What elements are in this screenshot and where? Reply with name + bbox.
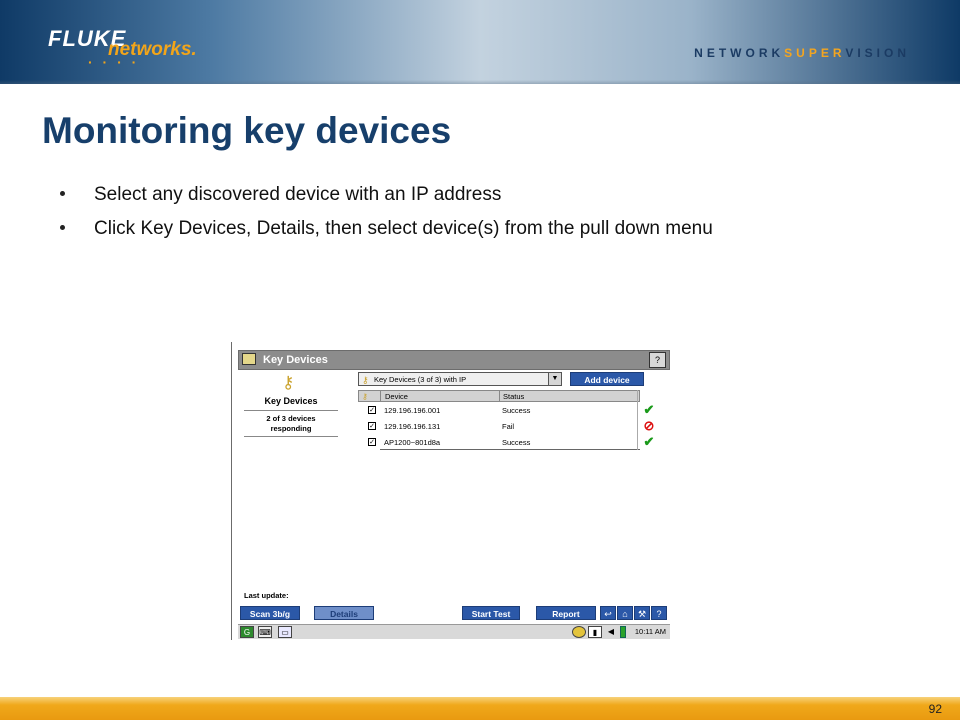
help-icon[interactable]: ?: [651, 606, 667, 620]
key-icon: ⚷: [362, 375, 369, 385]
action-button-bar: [238, 606, 670, 620]
row-checkbox[interactable]: ✓: [369, 407, 375, 414]
start-icon[interactable]: G: [240, 626, 254, 638]
slide-title: Monitoring key devices: [42, 110, 452, 151]
column-header-status[interactable]: Status: [503, 392, 525, 401]
footer-bar: [0, 697, 960, 720]
taskbar: [238, 624, 670, 639]
device-cell: 129.196.196.131: [384, 422, 441, 431]
device-cell: AP1200~801d8a: [384, 438, 441, 447]
bullet-list: [60, 182, 713, 250]
responding-summary: 2 of 3 devices responding: [266, 414, 316, 433]
chevron-down-icon[interactable]: ▼: [548, 373, 561, 385]
speaker-icon[interactable]: ◀: [607, 627, 615, 636]
row-checkbox[interactable]: ✓: [369, 439, 375, 446]
window-icon[interactable]: ▭: [278, 626, 292, 638]
device-screenshot: [231, 342, 672, 640]
tools-icon[interactable]: ⚒: [634, 606, 650, 620]
key-devices-panel: [244, 372, 338, 442]
globe-icon: [572, 626, 586, 638]
key-icon: ⚷: [282, 373, 295, 392]
fluke-logo-text: FLUKE: [48, 26, 127, 51]
clock: 10:11 AM: [634, 627, 666, 636]
details-button[interactable]: Details: [314, 606, 374, 620]
window-title: Key Devices: [263, 354, 328, 366]
table-row[interactable]: [358, 419, 640, 434]
tagline: NETWORKSUPERVISION: [694, 46, 910, 60]
report-button[interactable]: Report: [536, 606, 596, 620]
table-row[interactable]: [358, 435, 640, 450]
table-row[interactable]: [358, 403, 640, 418]
logo-dots: · · · ·: [88, 54, 140, 70]
status-cell: Success: [502, 406, 531, 415]
keyboard-icon[interactable]: ⌨: [259, 628, 271, 637]
key-icon: ⚷: [362, 392, 368, 401]
help-button[interactable]: ?: [649, 352, 666, 368]
column-separator: [499, 391, 500, 401]
divider: [244, 410, 338, 411]
row-checkbox[interactable]: ✓: [369, 423, 375, 430]
window-app-icon: [242, 353, 256, 365]
check-icon: ✔: [643, 434, 655, 449]
check-icon: ✔: [643, 402, 655, 417]
column-separator: [380, 391, 381, 401]
header-banner: [0, 0, 960, 84]
scan-button[interactable]: Scan 3b/g: [240, 606, 300, 620]
row-underline: [380, 449, 640, 450]
key-devices-dropdown[interactable]: [358, 372, 562, 386]
column-header-device[interactable]: Device: [385, 392, 408, 401]
last-update-label: Last update:: [244, 591, 289, 600]
divider: [244, 436, 338, 437]
bullet-dot: [60, 225, 65, 230]
battery-icon: ▮: [588, 626, 602, 638]
back-icon[interactable]: ↩: [600, 606, 616, 620]
status-cell: Success: [502, 438, 531, 447]
bullet-dot: [60, 191, 65, 196]
bullet-item: Select any discovered device with an IP address: [60, 182, 713, 216]
device-cell: 129.196.196.001: [384, 406, 441, 415]
bullet-item: Click Key Devices, Details, then select device(s) from the pull down menu: [60, 216, 713, 250]
status-cell: Fail: [502, 422, 515, 431]
home-icon[interactable]: ⌂: [617, 606, 633, 620]
table-header: [358, 390, 640, 402]
key-devices-label: Key Devices: [264, 396, 318, 406]
window-titlebar: [238, 350, 670, 370]
add-device-button[interactable]: Add device: [570, 372, 644, 386]
signal-icon: [620, 626, 626, 638]
start-test-button[interactable]: Start Test: [462, 606, 520, 620]
prohibited-icon: ⊘: [643, 418, 655, 433]
dropdown-selected-value: Key Devices (3 of 3) with IP: [374, 375, 467, 384]
page-number: 92: [928, 702, 942, 716]
networks-logo-text: networks.: [108, 39, 197, 60]
